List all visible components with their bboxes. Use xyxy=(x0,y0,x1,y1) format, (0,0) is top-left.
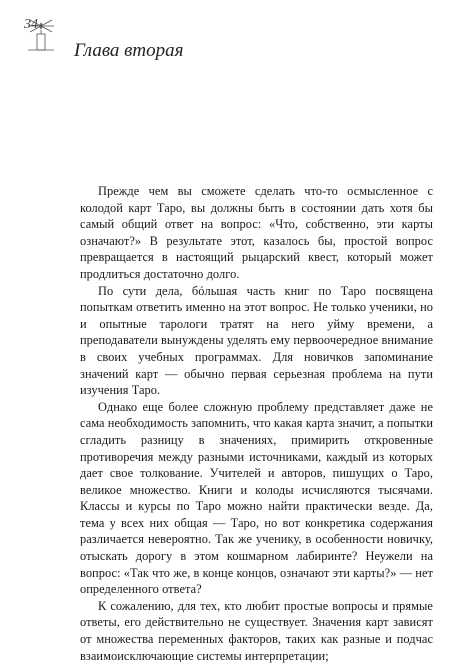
paragraph: Прежде чем вы сможете сделать что-то осмысленное с колодой карт Таро, вы должны быть в состоянии дать хотя бы самый общий ответ на вопрос: «Что, собственно, эти карты означают?» В результате этот, казалось бы, простой вопрос превращается в настоящий рыцарский квест, который может продлиться достаточно долго. xyxy=(80,184,433,281)
page-number: 34 xyxy=(24,17,38,32)
paragraph: По сути дела, бóльшая часть книг по Таро посвящена попыткам ответить именно на этот вопрос. Не только ученики, но и опытные тарологи тратят на него уйму времени, а преподаватели вынуждены уделять ему первоочередное внимание в своих учебных программах. Для новичков запоминание значений карт — обычно первая серьезная проблема на пути изучения Таро. xyxy=(80,283,433,398)
paragraph: К сожалению, для тех, кто любит простые вопросы и прямые ответы, его действительно не существует. Значения карт зависят от множества переменных факторов, таких как разные и подчас взаимоисключающие системы интерпретации; xyxy=(80,598,433,663)
chapter-title: Глава вторая xyxy=(74,40,184,61)
paragraph: Однако еще более сложную проблему представляет даже не сама необходимость запомнить, что какая карта значит, а попытки сгладить разницу в значениях, примирить откровенные противоречия между разными источниками, каждый из которых дает свое толкование. Учителей и авторов, пишущих о Таро, великое множество. Книги и колоды исчисляются тысячами. Классы и курсы по Таро можно найти практически везде. Да, тема у всех них общая — Таро, но вот конкретика содержания различается невероятно. Так же ученику, в особенности новичку, отыскать дорогу в этом кошмарном лабиринте? Неужели на вопрос: «Так что же, в конце концов, означают эти карты?» — нет определенного ответа? xyxy=(80,399,433,597)
body-text xyxy=(80,183,433,664)
